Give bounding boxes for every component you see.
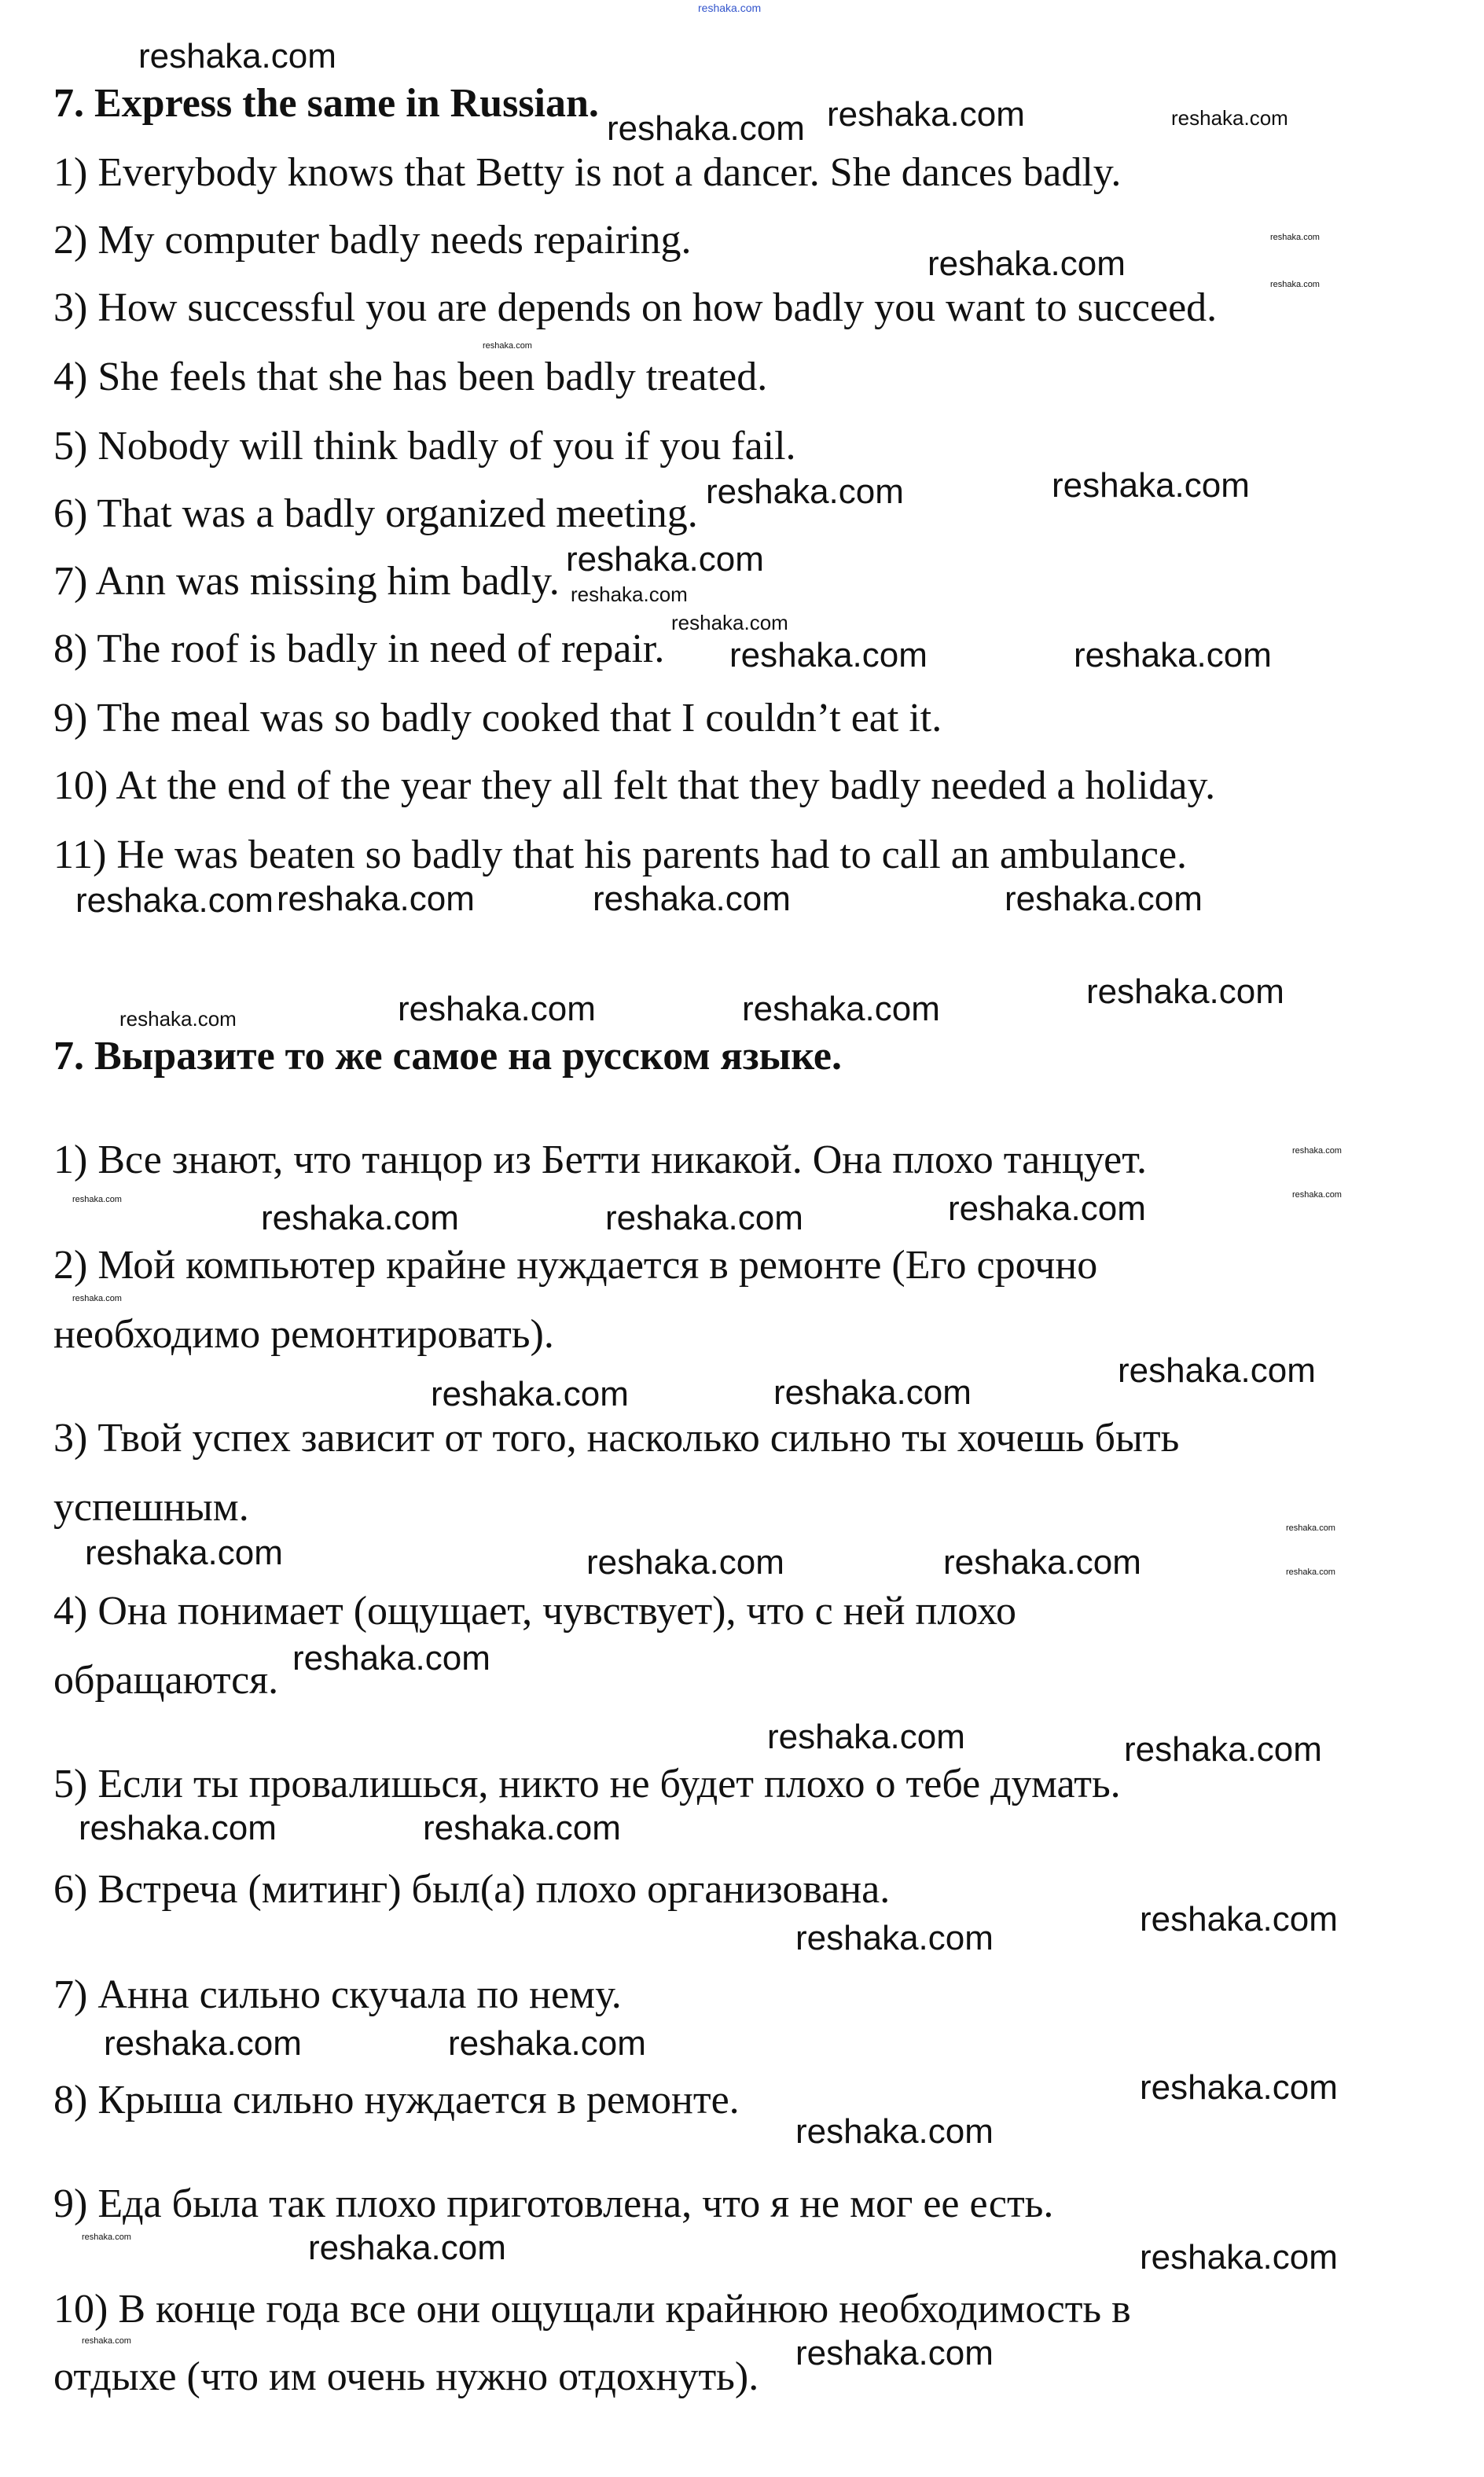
- watermark: reshaka.com: [795, 1919, 994, 1957]
- watermark: reshaka.com: [82, 2336, 131, 2346]
- watermark: reshaka.com: [1140, 1900, 1338, 1939]
- russian-line: обращаются.: [53, 1658, 279, 1703]
- russian-line: 2) Мой компьютер крайне нуждается в ремонте (Его срочно: [53, 1243, 1098, 1288]
- english-item: 8) The roof is badly in need of repair.: [53, 627, 665, 671]
- russian-line: 9) Еда была так плохо приготовлена, что я не мог ее есть.: [53, 2181, 1054, 2226]
- watermark: reshaka.com: [586, 1543, 784, 1582]
- watermark: reshaka.com: [82, 2232, 131, 2242]
- watermark: reshaka.com: [277, 880, 475, 918]
- english-item: 11) He was beaten so badly that his parents had to call an ambulance.: [53, 832, 1188, 877]
- watermark: reshaka.com: [138, 37, 336, 75]
- watermark: reshaka.com: [795, 2334, 994, 2372]
- watermark: reshaka.com: [72, 1194, 122, 1204]
- watermark: reshaka.com: [1118, 1351, 1316, 1390]
- watermark: reshaka.com: [448, 2024, 646, 2063]
- watermark: reshaka.com: [1086, 972, 1284, 1011]
- site-link[interactable]: reshaka.com: [698, 2, 762, 14]
- watermark: reshaka.com: [1270, 279, 1320, 289]
- watermark: reshaka.com: [948, 1189, 1146, 1228]
- watermark: reshaka.com: [79, 1809, 277, 1847]
- watermark: reshaka.com: [292, 1639, 490, 1678]
- watermark: reshaka.com: [566, 540, 764, 579]
- english-item: 6) That was a badly organized meeting.: [53, 491, 698, 536]
- watermark: reshaka.com: [1052, 466, 1250, 505]
- watermark: reshaka.com: [1074, 636, 1272, 674]
- watermark: reshaka.com: [119, 1007, 237, 1031]
- watermark: reshaka.com: [261, 1199, 459, 1237]
- english-item: 2) My computer badly needs repairing.: [53, 218, 692, 263]
- watermark: reshaka.com: [431, 1375, 629, 1413]
- russian-line: 3) Твой успех зависит от того, насколько сильно ты хочешь быть: [53, 1416, 1180, 1461]
- watermark: reshaka.com: [1286, 1523, 1335, 1533]
- watermark: reshaka.com: [398, 990, 596, 1028]
- russian-heading: 7. Выразите то же самое на русском языке.: [53, 1034, 843, 1079]
- russian-line: успешным.: [53, 1485, 249, 1530]
- russian-line: 4) Она понимает (ощущает, чувствует), что с ней плохо: [53, 1589, 1016, 1634]
- russian-line: 5) Если ты провалишься, никто не будет плохо о тебе думать.: [53, 1762, 1121, 1806]
- russian-line: 1) Все знают, что танцор из Бетти никакой. Она плохо танцует.: [53, 1137, 1148, 1182]
- watermark: reshaka.com: [571, 582, 688, 606]
- russian-line: необходимо ремонтировать).: [53, 1312, 554, 1357]
- russian-line: 8) Крыша сильно нуждается в ремонте.: [53, 2078, 740, 2122]
- english-item: 7) Ann was missing him badly.: [53, 559, 560, 604]
- watermark: reshaka.com: [706, 472, 904, 511]
- watermark: reshaka.com: [773, 1373, 972, 1412]
- watermark: reshaka.com: [928, 244, 1126, 283]
- watermark: reshaka.com: [423, 1809, 621, 1847]
- watermark: reshaka.com: [85, 1534, 283, 1572]
- watermark: reshaka.com: [729, 636, 928, 674]
- russian-line: 7) Анна сильно скучала по нему.: [53, 1972, 622, 2017]
- english-item: 3) How successful you are depends on how badly you want to succeed.: [53, 285, 1218, 330]
- watermark: reshaka.com: [1124, 1730, 1322, 1769]
- watermark: reshaka.com: [1171, 106, 1288, 130]
- english-item: 9) The meal was so badly cooked that I couldn’t eat it.: [53, 696, 942, 741]
- english-heading: 7. Express the same in Russian.: [53, 81, 599, 126]
- watermark: reshaka.com: [1292, 1145, 1342, 1156]
- watermark: reshaka.com: [1005, 880, 1203, 918]
- watermark: reshaka.com: [795, 2112, 994, 2151]
- watermark: reshaka.com: [943, 1543, 1141, 1582]
- watermark: reshaka.com: [1270, 232, 1320, 242]
- english-item: 10) At the end of the year they all felt that they badly needed a holiday.: [53, 763, 1216, 808]
- watermark: reshaka.com: [1140, 2238, 1338, 2277]
- russian-line: 10) В конце года все они ощущали крайнюю необходимость в: [53, 2287, 1131, 2332]
- watermark: reshaka.com: [767, 1718, 965, 1756]
- watermark: reshaka.com: [827, 95, 1025, 134]
- english-item: 5) Nobody will think badly of you if you fail.: [53, 424, 796, 469]
- watermark: reshaka.com: [1292, 1189, 1342, 1200]
- watermark: reshaka.com: [742, 990, 940, 1028]
- watermark: reshaka.com: [1286, 1567, 1335, 1577]
- english-item: 1) Everybody knows that Betty is not a dancer. She dances badly.: [53, 150, 1122, 195]
- watermark: reshaka.com: [483, 340, 532, 351]
- watermark: reshaka.com: [75, 881, 274, 920]
- watermark: reshaka.com: [72, 1293, 122, 1303]
- watermark: reshaka.com: [104, 2024, 302, 2063]
- watermark: reshaka.com: [308, 2229, 506, 2267]
- russian-line: отдыхе (что им очень нужно отдохнуть).: [53, 2354, 759, 2399]
- watermark: reshaka.com: [1140, 2068, 1338, 2107]
- watermark: reshaka.com: [605, 1199, 803, 1237]
- english-item: 4) She feels that she has been badly treated.: [53, 355, 768, 399]
- watermark: reshaka.com: [671, 611, 788, 634]
- watermark: reshaka.com: [607, 109, 805, 148]
- watermark: reshaka.com: [593, 880, 791, 918]
- russian-line: 6) Встреча (митинг) был(а) плохо организована.: [53, 1867, 891, 1912]
